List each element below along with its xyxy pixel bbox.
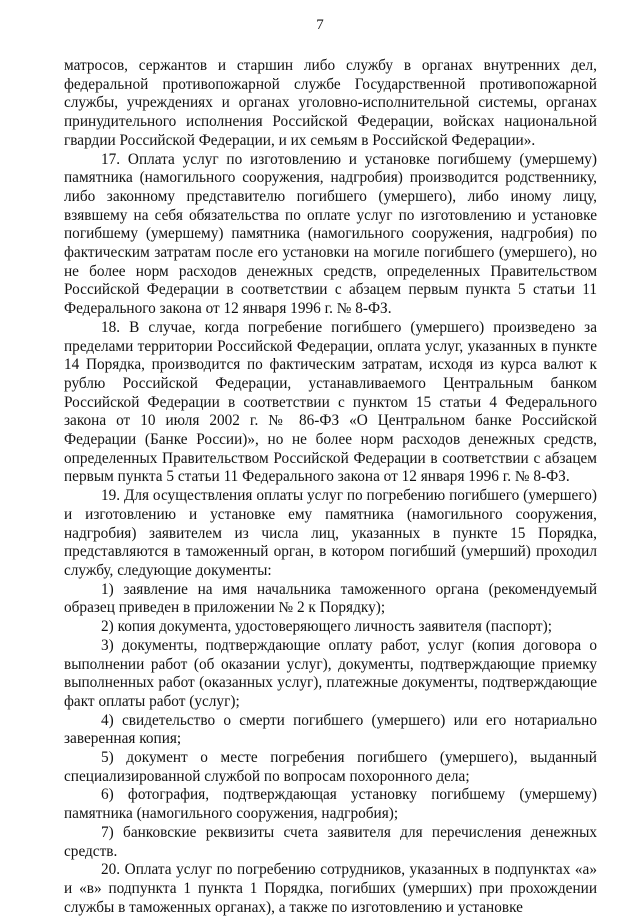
list-item-7: 7) банковские реквизиты счета заявителя для перечисления денежных средств. xyxy=(64,823,597,860)
paragraph-18: 18. В случае, когда погребение погибшего (умершего) произведено за пределами территории Российской Федерации, оплата услуг, указанных в пункте 14 Порядка, производится по фактическим затратам, исходя из курса валют к рублю Российской Федерации, устанавливаемого Центральным банком Российской Федерации в соответствии с пунктом 15 статьи 4 Федерального закона от 10 июля 2002 г. № 86-ФЗ «О Центральном банке Российской Федерации (Банке России)», но не более норм расходов денежных средств, определенных Правительством Российской Федерации в соответствии с абзацем первым пункта 5 статьи 11 Федерального закона от 12 января 1996 г. № 8-ФЗ. xyxy=(64,318,597,486)
paragraph-continuation: матросов, сержантов и старшин либо службу в органах внутренних дел, федеральной противопожарной службе Государственной противопожарной службы, учреждениях и органах уголовно-исполнительной системы, органах принудительного исполнения Российской Федерации, войсках национальной гвардии Российской Федерации, и их семьям в Российской Федерации». xyxy=(64,57,597,149)
list-item-2: 2) копия документа, удостоверяющего личность заявителя (паспорт); xyxy=(101,618,552,636)
document-body xyxy=(64,57,597,917)
list-item-6: 6) фотография, подтверждающая установку погибшему (умершему) памятника (намогильного сооружения, надгробия); xyxy=(64,786,597,823)
paragraph-19: 19. Для осуществления оплаты услуг по погребению погибшего (умершего) и изготовлению и установке ему памятника (намогильного сооружения, надгробия) заявителем из числа лиц, указанных в пункте 15 Порядка, представляются в таможенный орган, в котором погибший (умерший) проходил службу, следующие документы: xyxy=(64,487,597,579)
paragraph-17: 17. Оплата услуг по изготовлению и установке погибшему (умершему) памятника (намогильного сооружения, надгробия) производится родственнику, либо законному представителю погибшего (умершего), либо иному лицу, взявшему на себя обязательства по оплате услуг по изготовлению и установке погибшему (умершему) памятника (намогильного сооружения, надгробия) по фактическим затратам после его установки на могиле погибшего (умершего), но не более норм расходов денежных средств, определенных Правительством Российской Федерации в соответствии с абзацем первым пункта 5 статьи 11 Федерального закона от 12 января 1996 г. № 8-ФЗ. xyxy=(64,150,597,318)
list-item-5: 5) документ о месте погребения погибшего (умершего), выданный специализированной службой по вопросам похоронного дела; xyxy=(64,749,597,785)
list-item-3: 3) документы, подтверждающие оплату работ, услуг (копия договора о выполнении работ (об оказании услуг), документы, подтверждающие приемку выполненных работ (оказанных услуг), платежные документы, подтверждающие факт оплаты работ (услуг); xyxy=(64,636,597,710)
page-number: 7 xyxy=(316,17,324,33)
paragraph-20: 20. Оплата услуг по погребению сотрудников, указанных в подпунктах «а» и «в» подпункта 1 пункта 1 Порядка, погибших (умерших) при прохождении службы в таможенных органах), а также по изготовлению и установке xyxy=(64,861,597,916)
list-item-4: 4) свидетельство о смерти погибшего (умершего) или его нотариально заверенная копия; xyxy=(64,711,597,748)
list-item-1: 1) заявление на имя начальника таможенного органа (рекомендуемый образец приведен в приложении № 2 к Порядку); xyxy=(64,580,597,617)
